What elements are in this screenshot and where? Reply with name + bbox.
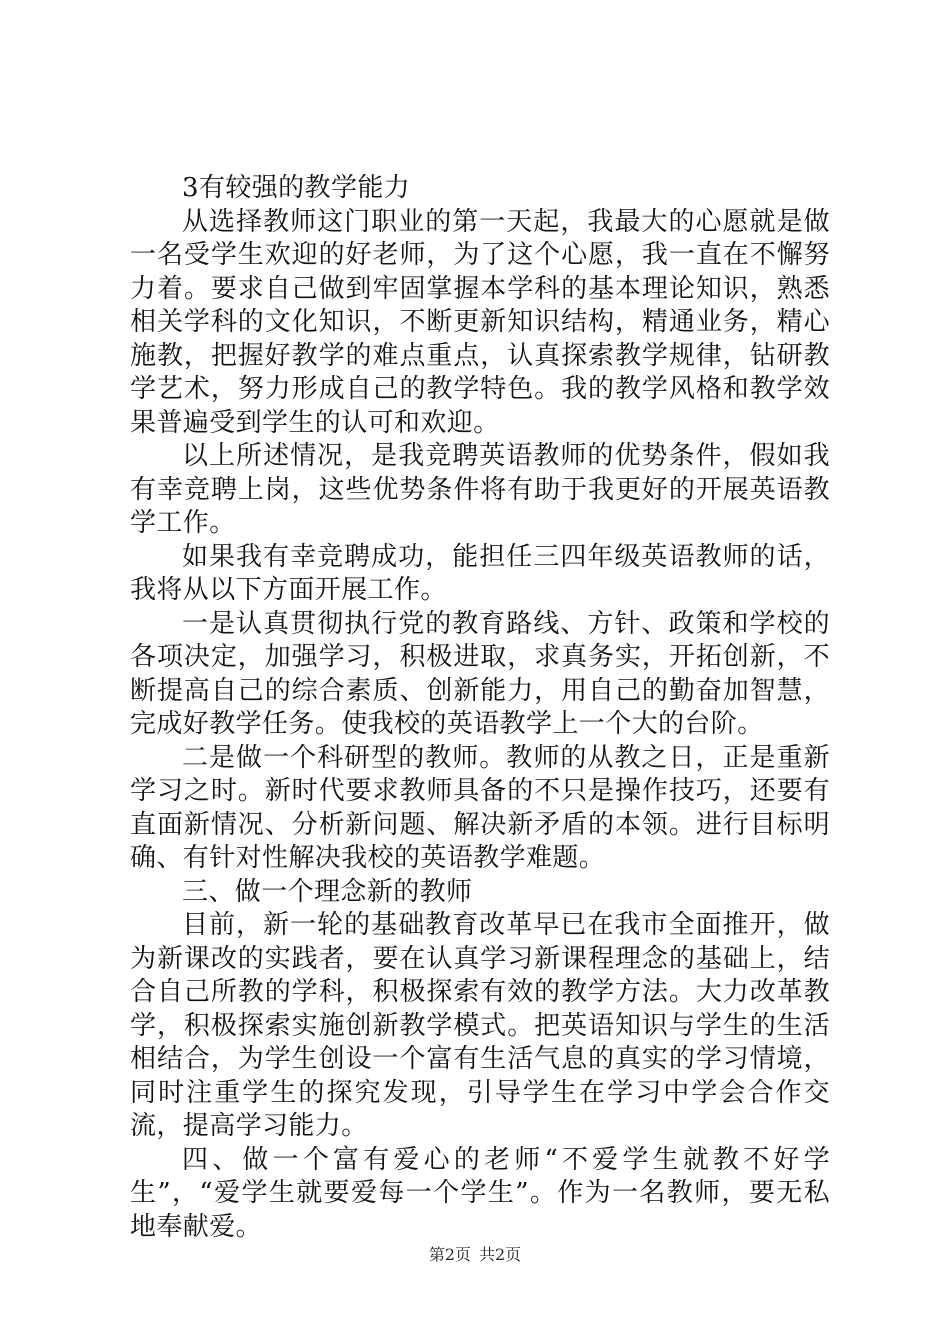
section-heading-new-concept: 三、做一个理念新的教师 <box>182 876 473 907</box>
paragraph-work-plan-intro: 如果我有幸竞聘成功，能担任三四年级英语教师的话，我将从以下方面开展工作。 <box>130 541 830 605</box>
paragraph-plan-two: 二是做一个科研型的教师。教师的从教之日，正是重新学习之时。新时代要求教师具备的不只是操作技巧，还要有直面新情况、分析新问题、解决新矛盾的本领。进行目标明确、有针对性解决我校的英语教学难题。 <box>130 742 830 873</box>
paragraph-new-concept: 目前，新一轮的基础教育改革早已在我市全面推开，做为新课改的实践者，要在认真学习新课程理念的基础上，结合自己所教的学科，积极探索有效的教学方法。大力改革教学，积极探索实施创新教学模式。把英语知识与学生的生活相结合，为学生创设一个富有生活气息的真实的学习情境，同时注重学生的探究发现，引导学生在学习中学会合作交流，提高学习能力。 <box>130 910 830 1141</box>
page-number: 第2页 <box>428 1245 471 1264</box>
paragraph-plan-one: 一是认真贯彻执行党的教育路线、方针、政策和学校的各项决定，加强学习，积极进取，求真务实，开拓创新，不断提高自己的综合素质、创新能力，用自己的勤奋加智慧，完成好教学任务。使我校的英语教学上一个大的台阶。 <box>130 608 830 739</box>
paragraph-advantages: 以上所述情况，是我竞聘英语教师的优势条件，假如我有幸竞聘上岗，这些优势条件将有助于我更好的开展英语教学工作。 <box>130 441 830 538</box>
paragraph-teaching-ability: 从选择教师这门职业的第一天起，我最大的心愿就是做一名受学生欢迎的好老师，为了这个心愿，我一直在不懈努力着。要求自己做到牢固掌握本学科的基本理论知识，熟悉相关学科的文化知识，不断更新知识结构，精通业务，精心施教，把握好教学的难点重点，认真探索教学规律，钻研教学艺术，努力形成自己的教学特色。我的教学风格和教学效果普遍受到学生的认可和欢迎。 <box>130 206 830 438</box>
paragraph-caring-teacher: 四、做一个富有爱心的老师“不爱学生就教不好学生”，“爱学生就要爱每一个学生”。作为一名教师，要无私地奉献爱。 <box>130 1144 830 1242</box>
section-heading-teaching-ability: 3有较强的教学能力 <box>182 173 411 203</box>
page-total: 共2页 <box>479 1245 522 1264</box>
document-body <box>130 172 830 1244</box>
page-footer <box>0 1244 950 1266</box>
